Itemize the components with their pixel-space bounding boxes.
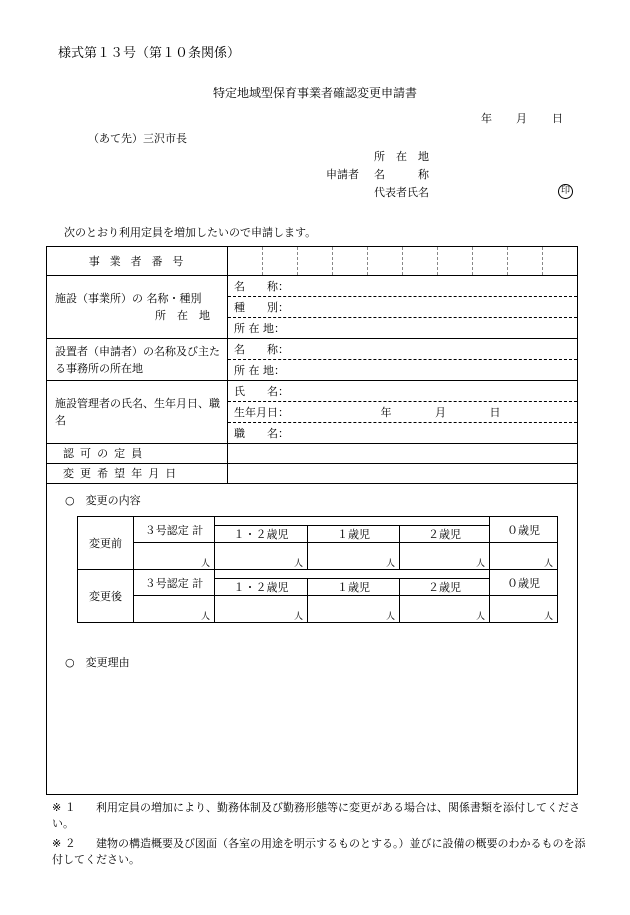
form-number: 様式第１３号（第１０条関係） [58,46,241,61]
change-reason-heading: ○ 変更理由 [65,656,130,669]
applicant-name-label: 名 称 [374,168,429,181]
approved-capacity-label: 認可の定員 [63,447,149,460]
founder-label: 設置者（申請者）の名称及び主たる事務所の所在地 [55,344,220,375]
date-day: 日 [552,112,563,125]
facility-address-field[interactable]: 所 在 地： [234,322,285,335]
before-total-label: ３号認定 計 [134,517,215,543]
facility-name-field[interactable]: 名 称： [228,276,577,297]
capacity-table [77,516,558,623]
birth-day: 日 [489,406,501,419]
desired-date-field[interactable] [228,464,578,484]
business-number-digits[interactable] [228,247,578,276]
after-age0-cell[interactable]: 人 [490,596,558,623]
after-age12-label: １・２歳児 [215,579,308,596]
desired-date-label: 変更希望年月日 [63,467,183,480]
facility-label: 施設（事業所）の 名称・種別 [55,292,202,305]
before-age2-label: ２歳児 [400,526,490,543]
after-age0-label: ０歳児 [490,570,558,596]
change-section [47,484,577,794]
intro-text: 次のとおり利用定員を増加したいので申請します。 [64,226,317,239]
document-title: 特定地域型保育事業者確認変更申請書 [212,86,417,100]
note-2: ※ ２ 建物の構造概要及び図面（各室の用途を明示するものとする。）並びに設備の概要のわかるものを添付してください。 [52,837,586,866]
before-age12-cell[interactable]: 人 [215,543,308,570]
application-form-table [46,246,578,795]
after-age1-cell[interactable]: 人 [308,596,400,623]
change-content-heading: ○ 変更の内容 [65,494,141,507]
before-age12-label: １・２歳児 [215,526,308,543]
facility-type-field[interactable]: 種 別： [228,297,577,318]
applicant-address-label: 所 在 地 [374,150,429,163]
before-label: 変更前 [78,517,134,570]
manager-title-field[interactable]: 職 名： [234,427,289,440]
before-age1-cell[interactable]: 人 [308,543,400,570]
after-age2-cell[interactable]: 人 [400,596,490,623]
manager-birth-field[interactable]: 生年月日： 年 月 日 [228,402,577,423]
addressee: （あて先）三沢市長 [88,132,187,145]
applicant-rep-label: 代表者氏名 [374,186,429,199]
founder-name-field[interactable]: 名 称： [228,339,577,360]
before-age1-label: １歳児 [308,526,400,543]
facility-label-address: 所 在 地 [155,309,210,322]
after-label: 変更後 [78,570,134,623]
after-total-cell[interactable]: 人 [134,596,215,623]
before-total-cell[interactable]: 人 [134,543,215,570]
birth-month: 月 [435,406,446,419]
applicant-role-label: 申請者 [326,168,359,181]
birth-year: 年 [380,406,392,419]
after-age1-label: １歳児 [308,579,400,596]
after-age12-cell[interactable]: 人 [215,596,308,623]
after-age2-label: ２歳児 [400,579,490,596]
before-age2-cell[interactable]: 人 [400,543,490,570]
date-month: 月 [516,112,527,125]
after-total-label: ３号認定 計 [134,570,215,596]
business-number-label: 事業者番号 [88,254,194,268]
note-1: ※ １ 利用定員の増加により、勤務体制及び勤務形態等に変更がある場合は、関係書類を添付してください。 [52,801,580,830]
before-age0-cell[interactable]: 人 [490,543,558,570]
seal-mark: 印 [558,184,573,199]
approved-capacity-field[interactable] [228,444,578,464]
before-age0-label: ０歳児 [490,517,558,543]
date-year: 年 [481,112,492,125]
manager-label: 施設管理者の氏名、生年月日、職名 [55,397,220,427]
founder-address-field[interactable]: 所 在 地： [234,364,285,377]
manager-name-field[interactable]: 氏 名： [228,381,577,402]
